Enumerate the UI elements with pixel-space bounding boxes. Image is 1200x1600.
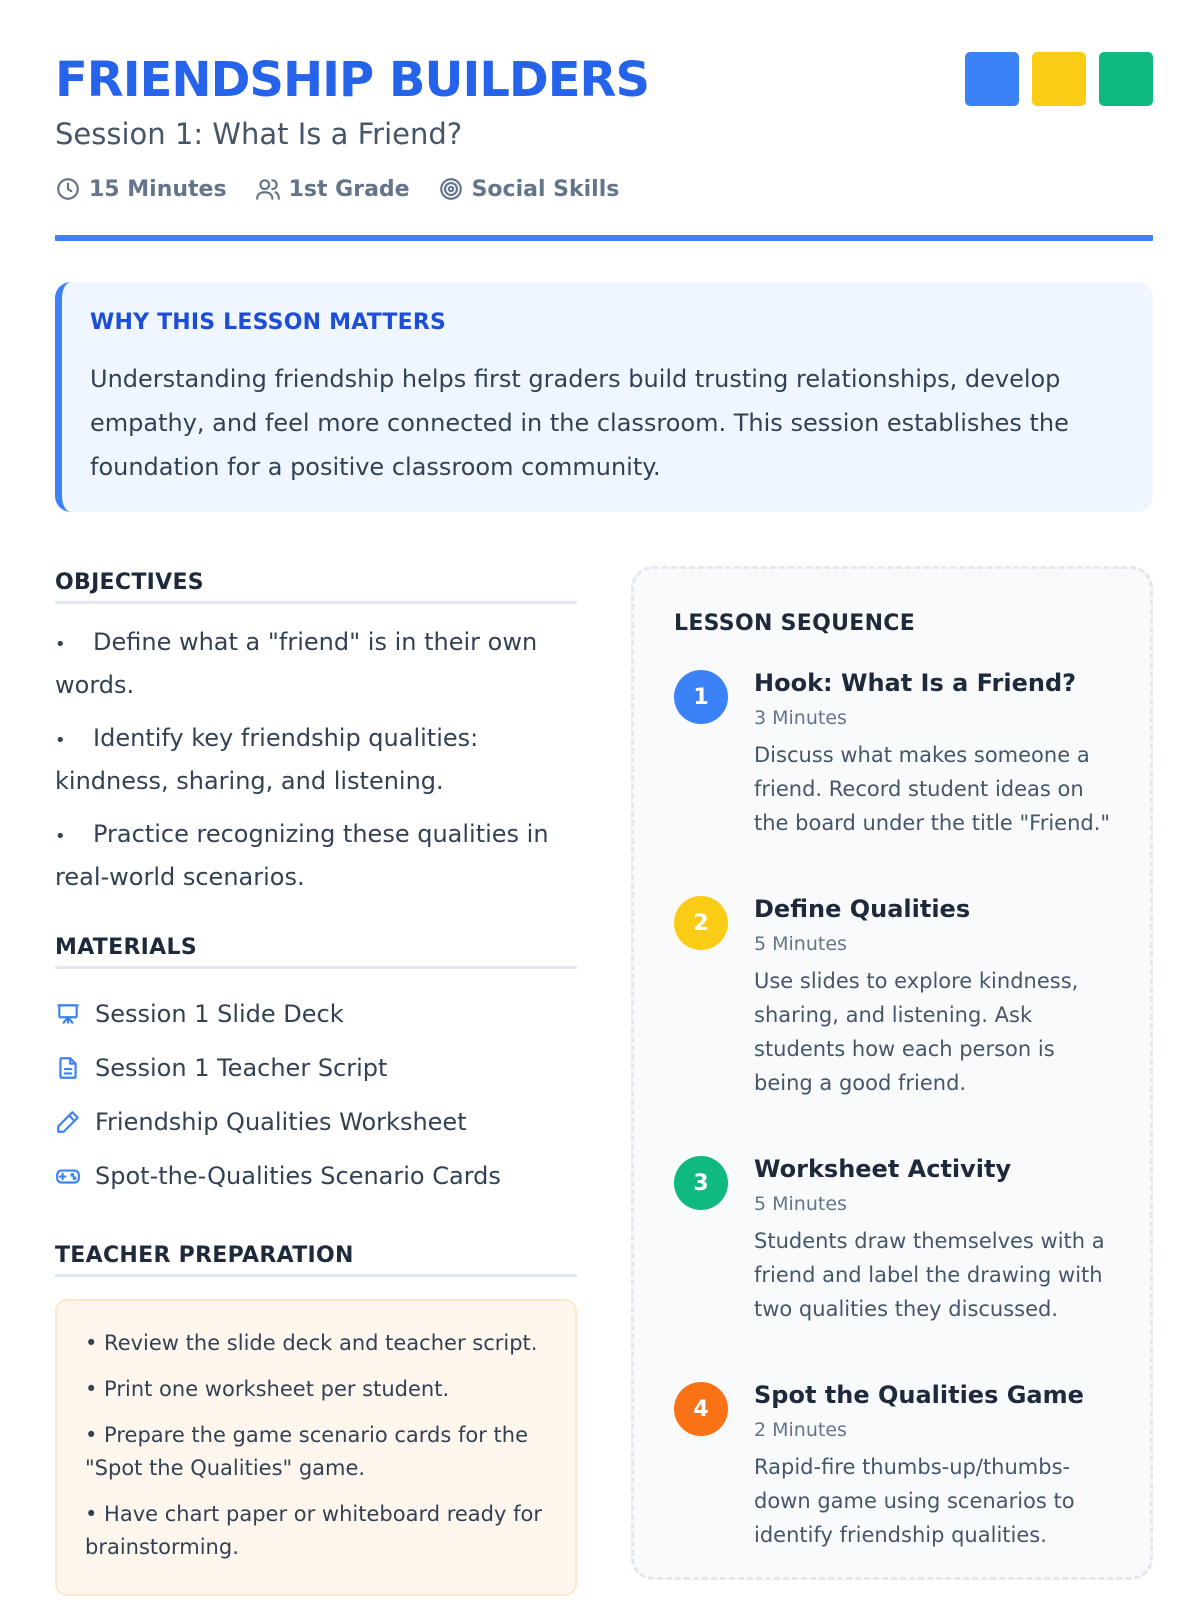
users-icon	[255, 176, 281, 202]
swatch-yellow	[1032, 52, 1086, 106]
step-title: Define Qualities	[754, 895, 971, 923]
sequence-step	[674, 1378, 1120, 1552]
step-title: Worksheet Activity	[754, 1155, 1012, 1183]
list-item: • Review the slide deck and teacher script.	[85, 1331, 538, 1355]
material-item: Friendship Qualities Worksheet	[55, 1095, 577, 1149]
meta-duration-label: 15 Minutes	[89, 176, 227, 202]
step-duration: 3 Minutes	[754, 707, 847, 729]
list-item: • Identify key friendship qualities: kindness, sharing, and listening.	[55, 718, 577, 801]
materials-list	[55, 987, 577, 1203]
sequence-title: LESSON SEQUENCE	[674, 611, 916, 636]
list-item: • Practice recognizing these qualities in real-world scenarios.	[55, 814, 577, 897]
presentation-icon	[55, 1001, 81, 1027]
step-duration: 2 Minutes	[754, 1419, 847, 1441]
list-item: • Prepare the game scenario cards for the "Spot the Qualities" game.	[85, 1423, 529, 1480]
meta-duration	[55, 176, 227, 202]
document-icon	[55, 1055, 81, 1081]
clock-icon	[55, 176, 81, 202]
step-number-badge: 1	[674, 670, 728, 724]
bullet-icon: •	[55, 826, 66, 847]
material-item: Session 1 Slide Deck	[55, 987, 577, 1041]
material-item: Spot-the-Qualities Scenario Cards	[55, 1149, 577, 1203]
color-swatches	[965, 52, 1153, 106]
swatch-blue	[965, 52, 1019, 106]
meta-topic	[438, 176, 620, 202]
lesson-page	[55, 0, 1153, 1600]
header	[55, 52, 1153, 242]
material-item: Session 1 Teacher Script	[55, 1041, 577, 1095]
target-icon	[438, 176, 464, 202]
why-title: WHY THIS LESSON MATTERS	[90, 310, 447, 335]
step-description: Rapid-fire thumbs-up/thumbs-down game using scenarios to identify friendship qualities.	[754, 1455, 1075, 1547]
sequence-step	[674, 666, 1120, 840]
session-subtitle: Session 1: What Is a Friend?	[55, 117, 463, 151]
swatch-green	[1099, 52, 1153, 106]
step-description: Students draw themselves with a friend and label the drawing with two qualities they discussed.	[754, 1229, 1105, 1321]
lesson-sequence-panel	[631, 566, 1153, 1580]
why-callout	[55, 282, 1153, 512]
bullet-icon: •	[55, 634, 66, 655]
bullet-icon: •	[55, 730, 66, 751]
list-item: • Define what a "friend" is in their own words.	[55, 622, 577, 705]
step-description: Use slides to explore kindness, sharing, and listening. Ask students how each person is being a good friend.	[754, 969, 1079, 1095]
preparation-box	[55, 1299, 577, 1596]
pencil-icon	[55, 1109, 81, 1135]
objectives-title: OBJECTIVES	[55, 570, 577, 604]
materials-title: MATERIALS	[55, 935, 577, 969]
sequence-step	[674, 892, 1120, 1100]
page-title: FRIENDSHIP BUILDERS	[55, 52, 650, 108]
step-number-badge: 3	[674, 1156, 728, 1210]
step-number-badge: 4	[674, 1382, 728, 1436]
step-duration: 5 Minutes	[754, 1193, 847, 1215]
meta-topic-label: Social Skills	[471, 176, 620, 202]
left-column	[55, 570, 577, 1596]
meta-grade-label: 1st Grade	[288, 176, 410, 202]
list-item: • Print one worksheet per student.	[85, 1377, 450, 1401]
meta-grade	[255, 176, 410, 202]
meta-row	[55, 176, 619, 202]
gamepad-icon	[55, 1163, 81, 1189]
header-divider	[55, 235, 1153, 241]
step-title: Hook: What Is a Friend?	[754, 669, 1077, 697]
preparation-title: TEACHER PREPARATION	[55, 1243, 577, 1277]
step-title: Spot the Qualities Game	[754, 1381, 1084, 1409]
list-item: • Have chart paper or whiteboard ready for brainstorming.	[85, 1502, 542, 1559]
objectives-list	[55, 622, 577, 897]
why-body: Understanding friendship helps first graders build trusting relationships, develop empathy, and feel more connected in the classroom. This session establishes the foundation for a positive classroom community.	[90, 365, 1069, 481]
step-duration: 5 Minutes	[754, 933, 847, 955]
step-number-badge: 2	[674, 896, 728, 950]
sequence-step	[674, 1152, 1120, 1326]
step-description: Discuss what makes someone a friend. Record student ideas on the board under the title "Friend."	[754, 743, 1111, 835]
